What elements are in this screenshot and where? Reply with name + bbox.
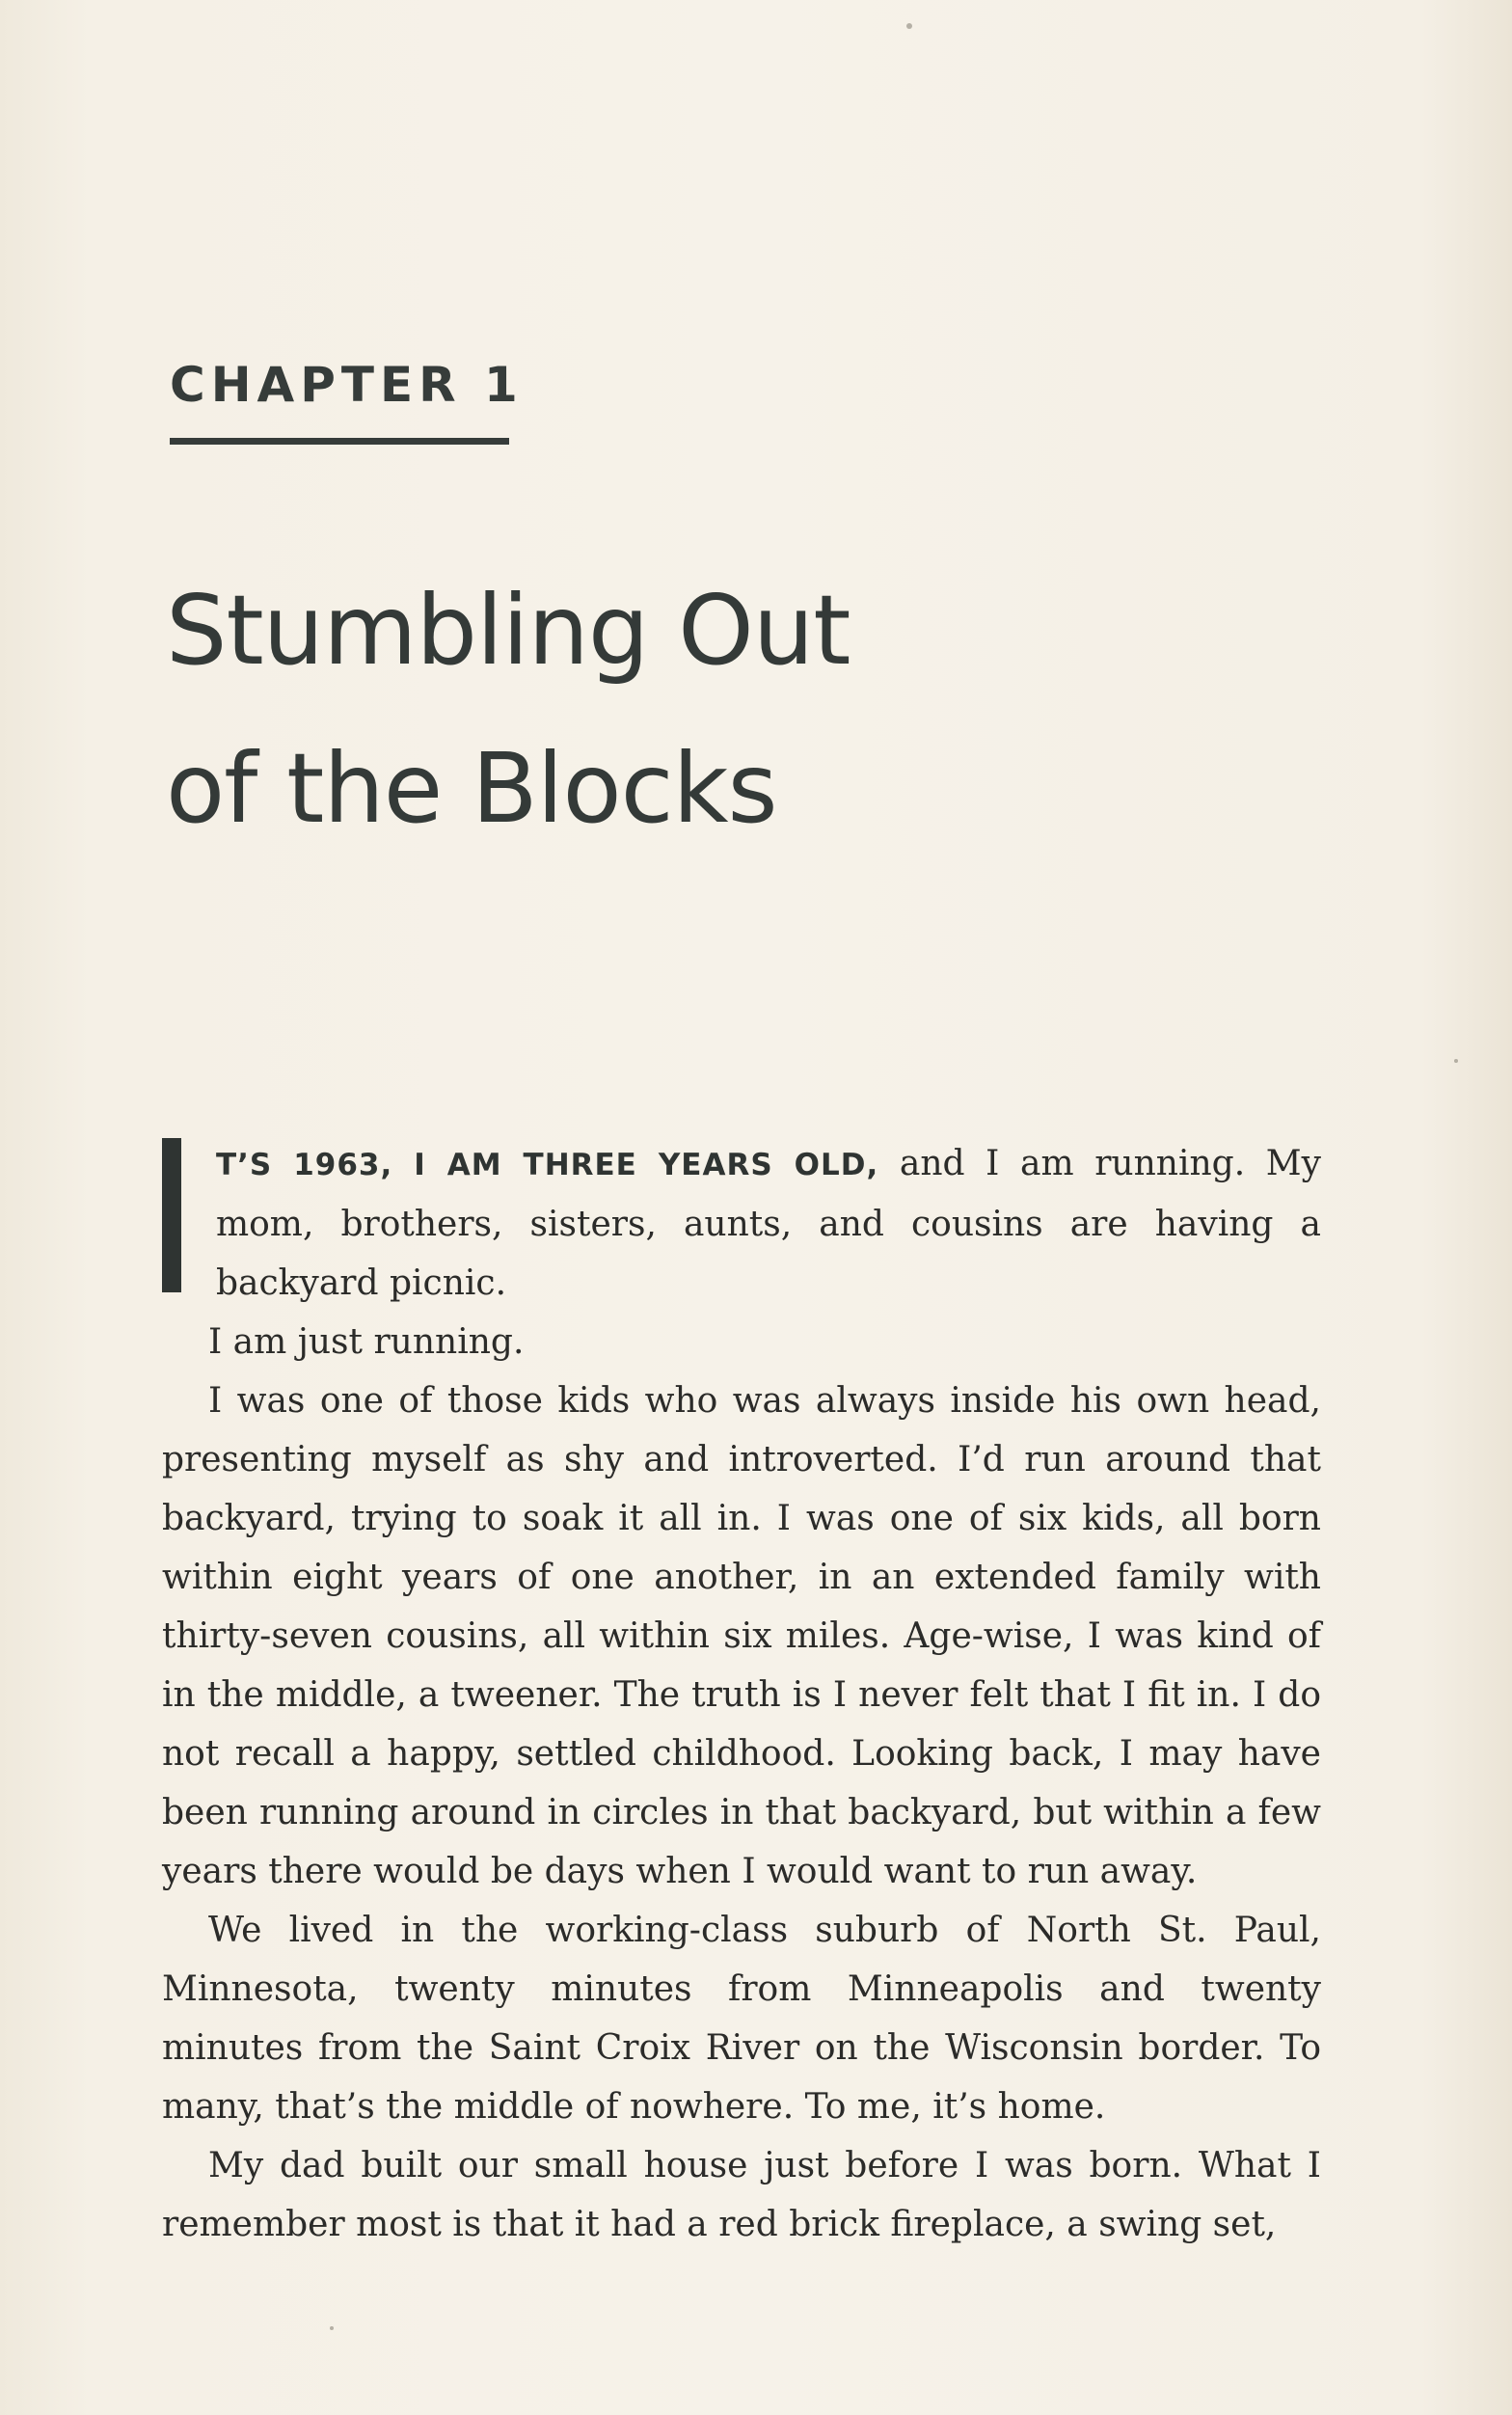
chapter-title-line-2: of the Blocks <box>166 732 777 845</box>
chapter-rule <box>170 438 509 445</box>
chapter-title-line-1: Stumbling Out <box>166 574 850 687</box>
paragraph: I am just running. <box>208 1322 525 1362</box>
paper-speck <box>330 2326 334 2330</box>
chapter-label: CHAPTER 1 <box>170 357 524 413</box>
opening-paragraph <box>162 1134 1321 1313</box>
paragraph: My dad built our small house just before I was born. What I remember most is that it had a red brick fireplace, a swing set, <box>162 2146 1321 2244</box>
chapter-title <box>166 552 1227 868</box>
paper-speck <box>1454 1059 1458 1063</box>
opening-paragraph-text: and I am running. My mom, brothers, sisters, aunts, and cousins are having a backyard picnic. <box>216 1144 1321 1303</box>
paragraph: I was one of those kids who was always inside his own head, presenting myself as shy and introverted. I’d run around that backyard, trying to soak it all in. I was one of six kids, all born within eight years of one another, in an extended family with thirty-seven cousins, all within six miles. Age-wise, I was kind of in the middle, a tweener. The truth is I never felt that I fit in. I do not recall a happy, settled childhood. Looking back, I may have been running around in circles in that backyard, but within a few years there would be days when I would want to run away. <box>162 1381 1321 1891</box>
paragraph: We lived in the working-class suburb of North St. Paul, Minnesota, twenty minutes from Minneapolis and twenty minutes from the Saint Croix River on the Wisconsin border. To many, that’s the middle of nowhere. To me, it’s home. <box>162 1911 1321 2127</box>
paper-speck <box>906 23 912 29</box>
chapter-body <box>162 1134 1321 2254</box>
drop-cap <box>162 1138 181 1292</box>
lead-in-text: T’S 1963, I AM THREE YEARS OLD, <box>216 1148 879 1182</box>
